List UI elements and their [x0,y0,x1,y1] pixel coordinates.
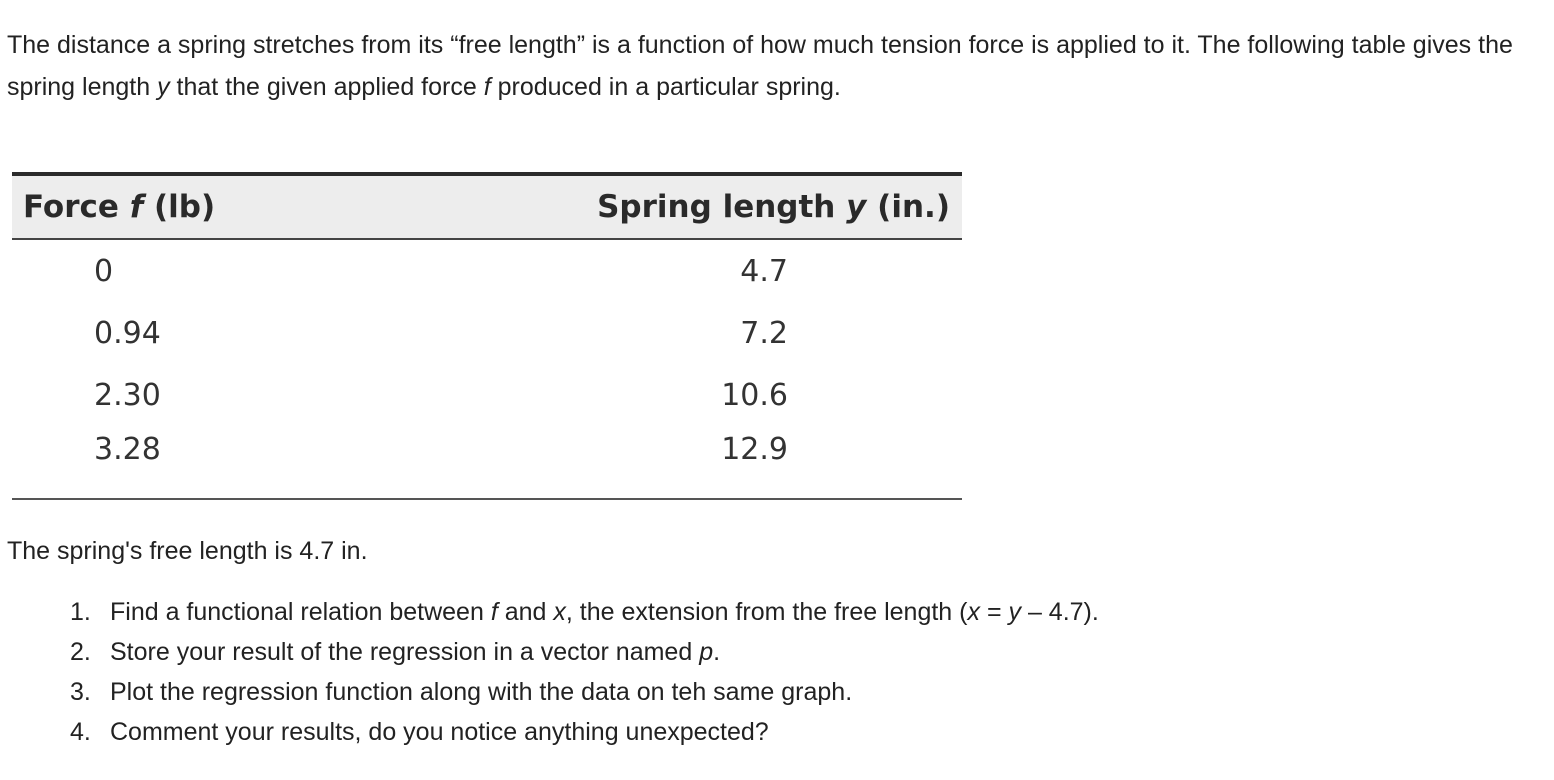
list-item [70,672,1099,712]
cell-force: 3.28 [12,426,352,499]
task-number: 4. [70,718,91,746]
table-row [12,302,962,364]
header-length [352,174,962,239]
list-item [70,592,1099,632]
cell-force: 0.94 [94,315,161,351]
header-length-unit: (in.) [866,189,950,225]
header-force-var: f [129,189,144,225]
task-text: Comment your results, do you notice anything unexpected? [110,718,769,746]
header-length-label: Spring length [597,189,847,225]
list-item [70,632,1099,672]
intro-text-3: produced in a particular spring. [490,73,841,101]
intro-text-2: that the given applied force [169,73,484,101]
task-text: Find a functional relation between f and x, the extension from the free length (x = y – 4.7). [110,598,1099,626]
table-row [12,426,962,499]
header-length-var: y [846,189,867,225]
intro-text-1: The distance a spring stretches from its “free length” is a function of how much tension force is applied to it. The following table gives the spring length [7,31,1513,101]
task-list [70,592,1099,752]
cell-length: 4.7 [740,253,788,289]
task-number: 3. [70,678,91,706]
var-f: f [483,73,491,101]
data-table [12,172,962,500]
header-force [12,174,352,239]
cell-length: 12.9 [352,426,962,499]
cell-length: 10.6 [721,377,788,413]
table-row [12,364,962,426]
table-header-row [12,174,962,239]
cell-force: 2.30 [94,377,161,413]
task-number: 2. [70,638,91,666]
header-force-unit: (lb) [143,189,216,225]
list-item [70,712,1099,752]
task-text: Store your result of the regression in a vector named p. [110,638,721,666]
free-length-note: The spring's free length is 4.7 in. [7,537,368,565]
table-row [12,239,962,302]
task-text: Plot the regression function along with the data on teh same graph. [110,678,853,706]
header-force-label: Force [23,189,130,225]
problem-intro [7,24,1537,108]
spring-data-table [12,172,962,500]
cell-force: 0 [94,253,114,289]
cell-length: 7.2 [740,315,788,351]
var-y: y [157,73,170,101]
task-number: 1. [70,598,91,626]
